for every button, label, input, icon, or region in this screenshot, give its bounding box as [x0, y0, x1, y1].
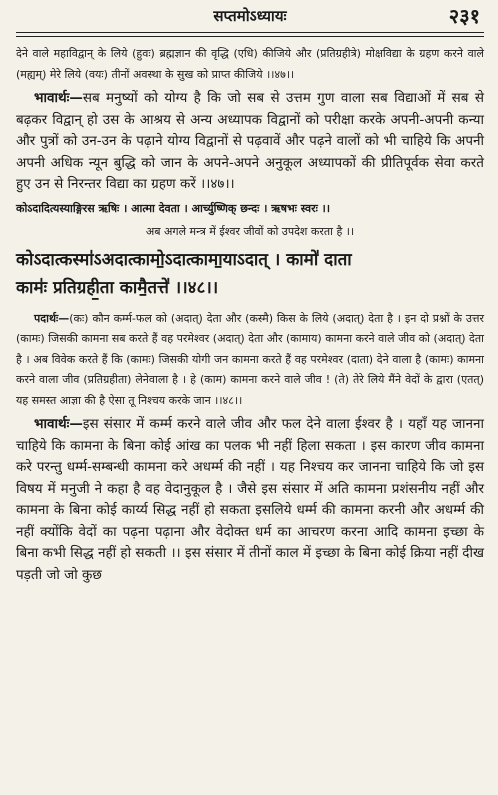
padarth [16, 309, 484, 412]
mantra-block [16, 246, 484, 302]
previous-padarth-continuation: देने वाले महाविद्वान् के लिये (हुवः) ब्रह्मज्ञान की वृद्धि (एधि) कीजिये और (प्रतिग्रहीत्रे) मोक्षविद्या के ग्रहण करने वाले (मह्यम्) मेरे लिये (वयः) तीनों अवस्था के सुख को प्राप्त कीजिये ।।४७।। [16, 47, 484, 81]
padarth-text: (कः) कौन कर्म्म-फल को (अदात्) देता और (कस्मै) किस के लिये (अदात्) देता है । इन दो प्रश्नों के उत्तर (कामः) जिसकी कामना सब करते हैं वह परमेश्वर (अदात्) देता और (कामाय) कामना करने वाले जीव को (अदात्) देता है । अब विवेक करते हैं कि (कामः) जिसकी योगी जन कामना करते हैं वह परमेश्वर (दाता) देने वाला है (कामः) कामना करने वाला जीव (प्रतिग्रहीता) लेनेवाला है । हे (काम) कामना करने वाले जीव ! (ते) तेरे लिये मैंने वेदों के द्वारा (एतत्) यह समस्त आज्ञा की है ऐसा तू निश्चय करके जान ।।४८।। [16, 311, 484, 407]
previous-bhavarth [16, 88, 484, 196]
page-header [16, 0, 484, 44]
mantra-line-1: कोऽदात्कस्मा॑ऽअदात्कामो॒ऽदात्कामा॒याऽदात् । कामो॑ दाता [16, 249, 352, 270]
mantra-intro: अब अगले मन्त्र में ईश्वर जीवों को उपदेश करता है ।। [145, 225, 355, 238]
running-title: सप्तमोऽध्यायः [213, 7, 287, 25]
mantra-line-2: कामः॑ प्रतिग्रही॒ता कामै॒तत्ते॑ ।।४८।। [16, 277, 219, 298]
header-rule-thin [16, 36, 484, 37]
bhavarth-text: सब मनुष्यों को योग्य है कि जो सब से उत्तम गुण वाला सब विद्याओं में सब से बढ़कर विद्वान् हो उस के आश्रय से अन्य अध्यापक विद्वानों को परीक्षा करके अपनी-अपनी कन्या और पुत्रों को उन-उन के पढ़ाने योग्य विद्वानों से पढ़वावें और पढ़ने वालों को भी चाहिये कि अपनी अपनी अधिक न्यून बुद्धि को जान के अपने-अपने अनुकूल अध्यापकों की प्रीतिपूर्वक सेवा करते हुए उन से निरन्तर विद्या का ग्रहण करें ।।४७।। [16, 90, 484, 192]
bhavarth-label-48: भावार्थः— [34, 416, 83, 432]
bhavarth-label: भावार्थः— [34, 90, 83, 106]
bhavarth [16, 414, 484, 586]
rishi-devata-line: कोऽदादित्यस्याङ्गिरस ऋषिः । आत्मा देवता । आर्च्युष्णिक् छन्दः । ऋषभः स्वरः ।। [16, 201, 331, 215]
padarth-label: पदार्थः— [34, 311, 70, 325]
bhavarth-text-48: इस संसार में कर्म्म करने वाले जीव और फल देने वाला ईश्वर है । यहाँ यह जानना चाहिये कि कामना के बिना कोई आंख का पलक भी नहीं हिला सकता । इस कारण जीव कामना करे परन्तु धर्म्म-सम्बन्धी कामना करे अधर्म्म की नहीं । यह निश्चय कर जानना चाहिये कि जो इस विषय में मनुजी ने कहा है वह वेदानुकूल है । जैसे इस संसार में अति कामना प्रशंसनीय नहीं और कामना के बिना कोई कार्य्य सिद्ध नहीं हो सकता इसलिये धर्म्म की कामना करनी और अधर्म्म की नहीं क्योंकि वेदों का पढ़ना पढ़ाना और वेदोक्त धर्म का आचरण करना आदि कामना इच्छा के बिना कभी सिद्ध नहीं हो सकती ।। इस संसार में तीनों काल में इच्छा के बिना कोई क्रिया नहीं दीख पड़ती जो जो कुछ [16, 416, 484, 583]
page-number: २३१ [448, 4, 480, 28]
header-rule [16, 32, 484, 33]
